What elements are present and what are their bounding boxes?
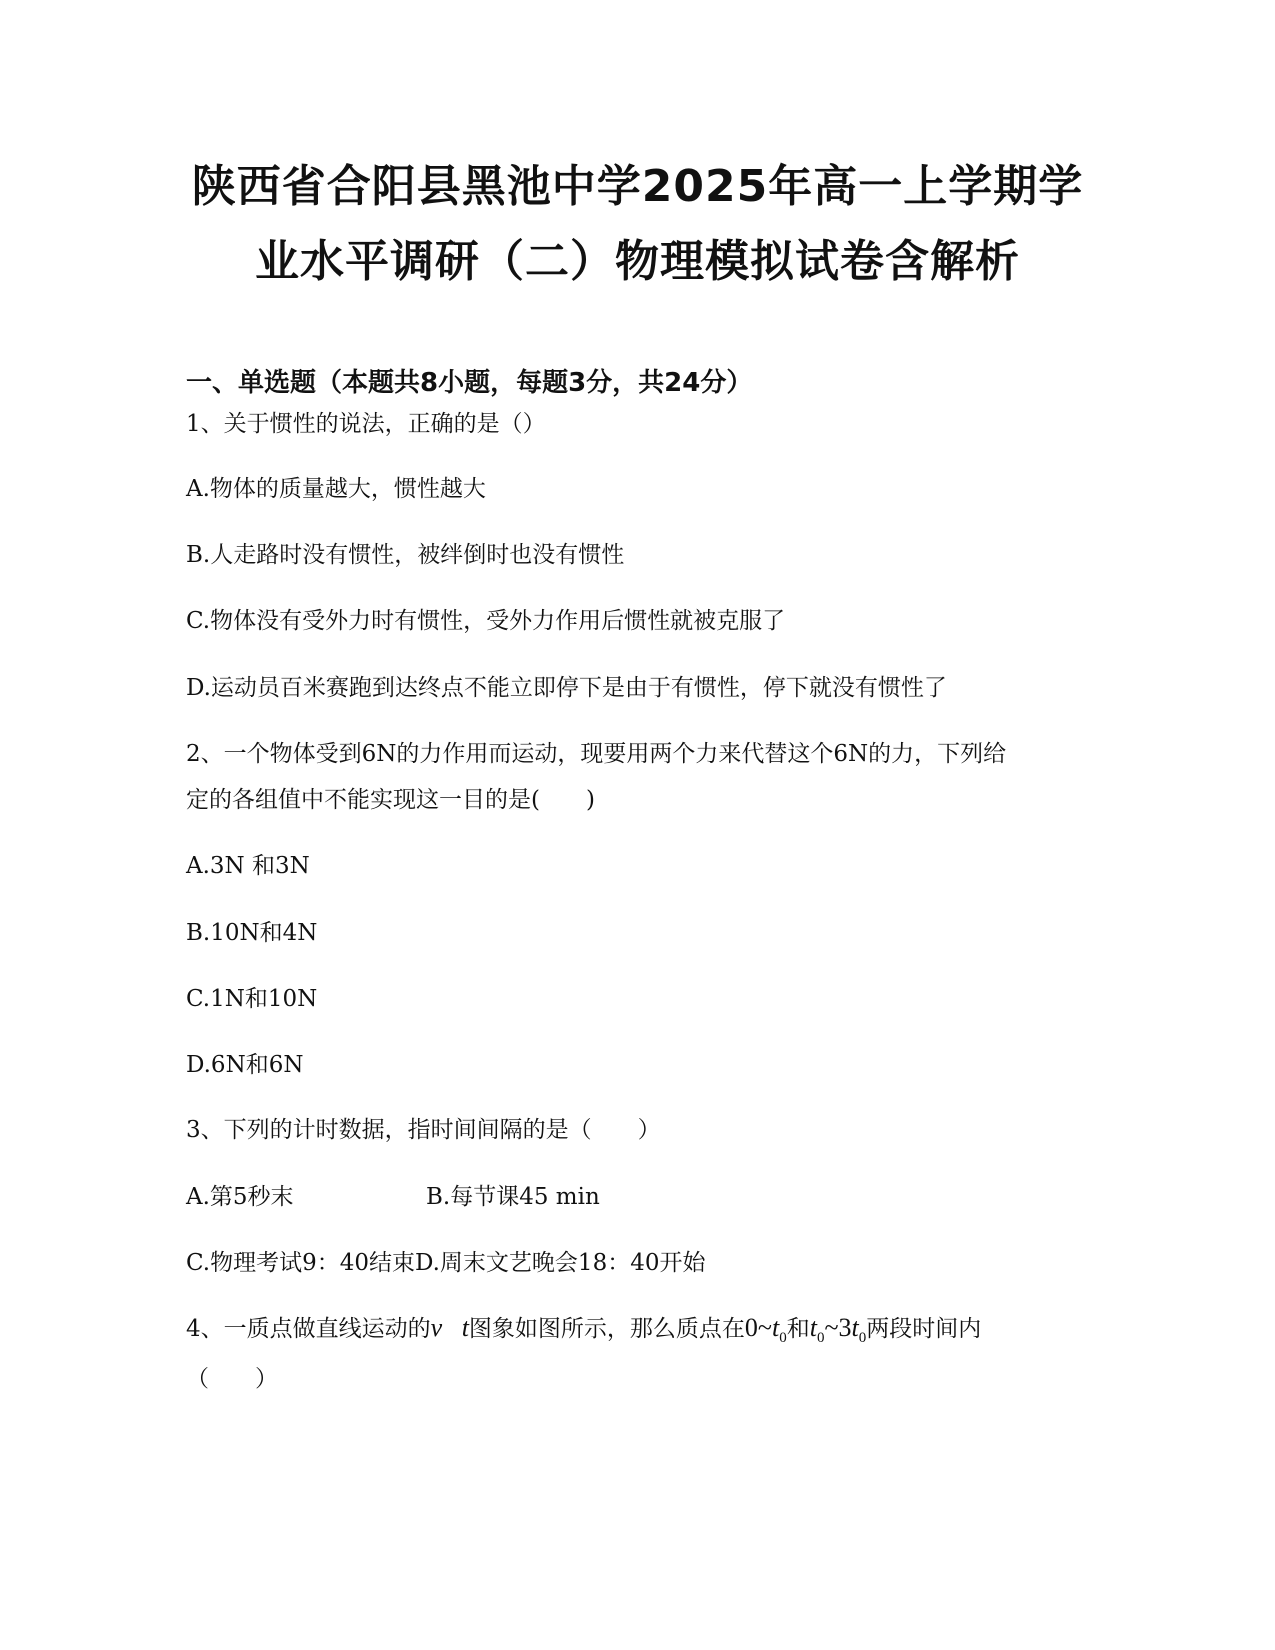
symbol-t0: t xyxy=(851,1313,859,1342)
question-1-option-a: A.物体的质量越大，惯性越大 xyxy=(186,476,486,502)
document-title-line-2: 业水平调研（二）物理模拟试卷含解析 xyxy=(255,236,1020,287)
question-1-option-d: D.运动员百米赛跑到达终点不能立即停下是由于有惯性，停下就没有惯性了 xyxy=(186,675,947,701)
question-2-option-c: C.1N和10N xyxy=(186,986,318,1012)
symbol-v: v xyxy=(430,1313,443,1342)
question-2-option-a: A.3N 和3N xyxy=(186,853,310,879)
subscript-0: 0 xyxy=(779,1330,787,1347)
question-4-stem-part-3: 两段时间内 xyxy=(866,1316,982,1342)
question-3-option-a: A.第5秒末 xyxy=(186,1184,294,1210)
question-3-option-c: C.物理考试9：40结束 xyxy=(186,1250,415,1276)
question-4-stem-part-2: 图象如图所示，那么质点在 xyxy=(468,1316,745,1342)
interval-formula-2 xyxy=(809,1313,867,1347)
question-4-stem-line-2: （ ） xyxy=(186,1366,278,1392)
question-1-option-b: B.人走路时没有惯性，被绊倒时也没有惯性 xyxy=(186,542,625,568)
symbol-tilde: ~ xyxy=(824,1313,839,1342)
subscript-0: 0 xyxy=(858,1330,867,1347)
question-2-stem-line-1: 2、一个物体受到6N的力作用而运动，现要用两个力来代替这个6N的力，下列给 xyxy=(186,741,1007,767)
vt-formula xyxy=(431,1313,469,1342)
subscript-0: 0 xyxy=(816,1330,825,1347)
question-2-option-d: D.6N和6N xyxy=(186,1052,304,1078)
question-1-option-c: C.物体没有受外力时有惯性，受外力作用后惯性就被克服了 xyxy=(186,608,786,634)
section-heading: 一、单选题（本题共8小题，每题3分，共24分） xyxy=(186,368,753,398)
symbol-t0: t xyxy=(809,1313,817,1342)
question-3-options-row-1 xyxy=(186,1178,600,1211)
question-2-stem-line-2: 定的各组值中不能实现这一目的是( ) xyxy=(186,787,595,813)
question-4-stem-part-1: 4、一质点做直线运动的 xyxy=(186,1316,431,1342)
symbol-three: 3 xyxy=(838,1313,852,1342)
interval-formula-1 xyxy=(744,1313,787,1347)
question-3-options-row-2 xyxy=(186,1244,705,1277)
symbol-t0: t xyxy=(772,1313,780,1342)
symbol-t: t xyxy=(461,1313,469,1342)
question-4-and: 和 xyxy=(786,1316,810,1342)
question-3-option-b: B.每节课45 min xyxy=(426,1184,600,1210)
question-3-option-d: D.周末文艺晚会18：40开始 xyxy=(415,1250,706,1276)
document-title-line-1: 陕西省合阳县黑池中学2025年高一上学期学 xyxy=(191,161,1084,212)
question-3-stem: 3、下列的计时数据，指时间间隔的是（ ） xyxy=(186,1117,661,1143)
question-2-option-b: B.10N和4N xyxy=(186,920,318,946)
question-4-stem-line-1 xyxy=(186,1310,981,1347)
question-1-stem: 1、关于惯性的说法，正确的是（） xyxy=(186,411,546,437)
symbol-zero: 0 xyxy=(744,1313,758,1342)
symbol-tilde: ~ xyxy=(757,1313,772,1342)
